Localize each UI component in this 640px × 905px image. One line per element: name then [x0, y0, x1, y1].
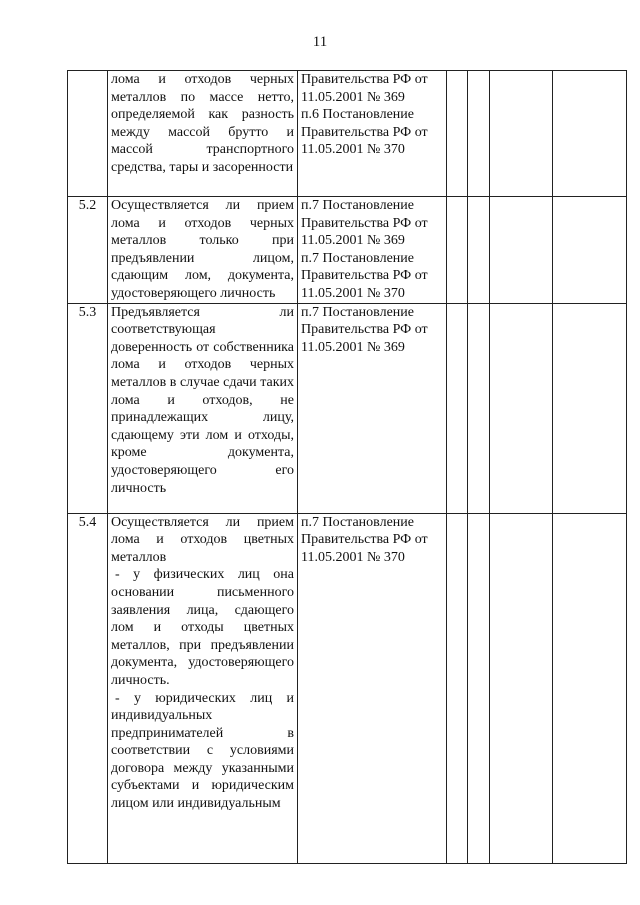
answer-cell [553, 303, 627, 513]
answer-cell [553, 513, 627, 863]
question-text: Осуществляется ли прием лома и отходов цветных металлов [111, 514, 294, 565]
answer-cell [468, 513, 490, 863]
question-text: Осуществляется ли прием лома и отходов черных металлов только при предъявлении лицом, сдающим лом, документа, удостоверяющего личность [111, 198, 294, 301]
reference-text: п.7 Постановление Правительства РФ от 11.05.2001 № 369 [301, 304, 428, 355]
reference-text: Правительства РФ от 11.05.2001 № 369 [301, 72, 428, 105]
row-number [68, 71, 108, 197]
row-number: 5.3 [68, 303, 108, 513]
checklist-table [67, 70, 627, 864]
reference-cell [298, 71, 447, 197]
reference-cell [298, 197, 447, 304]
page-number: 11 [312, 34, 328, 50]
question-cell [108, 71, 298, 197]
question-text: Предъявляется ли соответствующая доверенность от собственника лома и отходов черных металлов в случае сдачи таких лома и отходов, не принадлежащих лицу, сдающему эти лом и отходы, кроме документа, удостоверяющего его личность [111, 304, 294, 496]
answer-cell [490, 71, 553, 197]
answer-cell [553, 71, 627, 197]
reference-text: п.7 Постановление Правительства РФ от 11.05.2001 № 370 [301, 250, 428, 301]
answer-cell [490, 513, 553, 863]
answer-cell [490, 197, 553, 304]
reference-cell [298, 513, 447, 863]
reference-text: п.7 Постановление Правительства РФ от 11.05.2001 № 370 [301, 514, 428, 565]
answer-cell [553, 197, 627, 304]
answer-cell [468, 197, 490, 304]
reference-cell [298, 303, 447, 513]
row-number: 5.4 [68, 513, 108, 863]
question-cell [108, 303, 298, 513]
question-text: - у юридических лиц и индивидуальных предпринимателей в соответствии с условиями договора между указанными субъектами и юридическим лицом или индивидуальным [111, 690, 294, 812]
question-text: лома и отходов черных металлов по массе нетто, определяемой как разность между массой брутто и массой транспортного средства, тары и засоренности [111, 72, 294, 175]
table-row [68, 197, 627, 304]
answer-cell [447, 197, 468, 304]
answer-cell [447, 71, 468, 197]
answer-cell [468, 71, 490, 197]
table-row [68, 513, 627, 863]
question-cell [108, 197, 298, 304]
table-row [68, 71, 627, 197]
reference-text: п.7 Постановление Правительства РФ от 11.05.2001 № 369 [301, 198, 428, 249]
answer-cell [447, 303, 468, 513]
answer-cell [447, 513, 468, 863]
question-cell [108, 513, 298, 863]
table-row [68, 303, 627, 513]
answer-cell [490, 303, 553, 513]
answer-cell [468, 303, 490, 513]
row-number: 5.2 [68, 197, 108, 304]
question-text: - у физических лиц она основании письменного заявления лица, сдающего лом и отходы цветных металлов, при предъявлении документа, удостоверяющего личность. [111, 567, 294, 688]
reference-text: п.6 Постановление Правительства РФ от 11.05.2001 № 370 [301, 107, 428, 158]
